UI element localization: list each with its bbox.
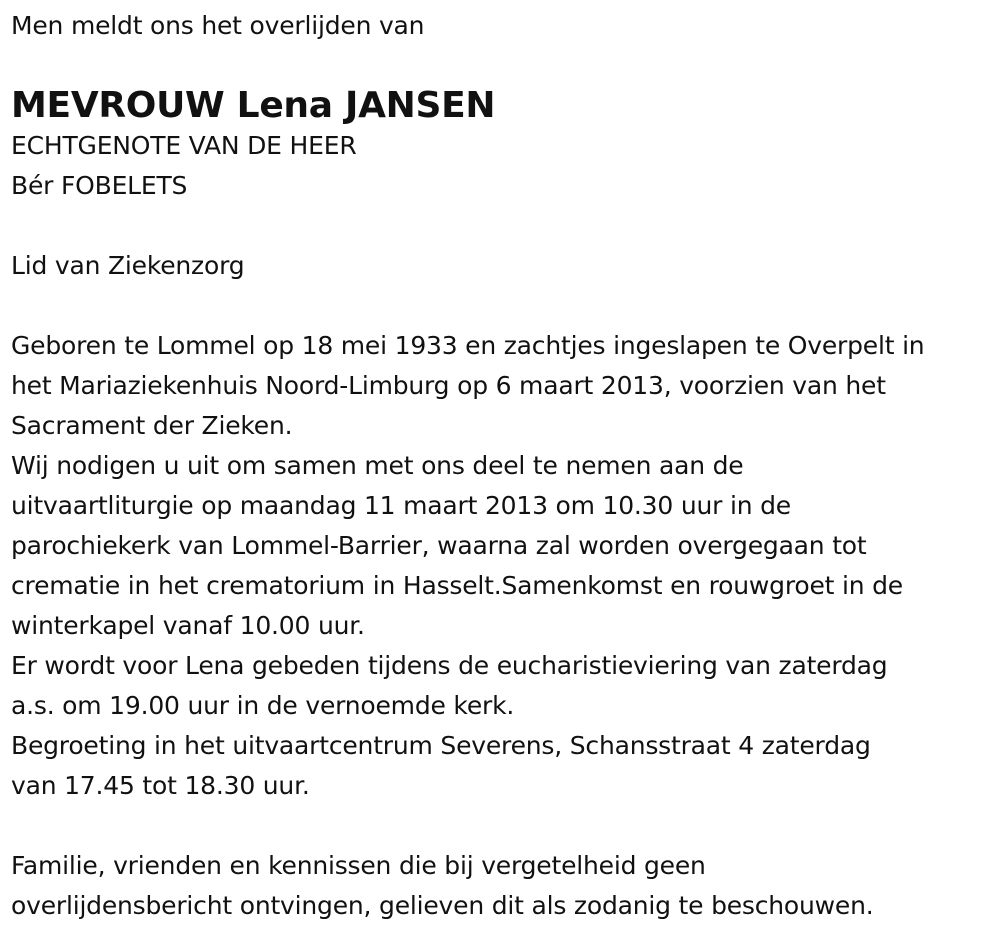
membership-text: Lid van Ziekenzorg xyxy=(11,251,245,280)
body-line: crematie in het crematorium in Hasselt.Samenkomst en rouwgroet in de xyxy=(11,571,903,600)
body-line: van 17.45 tot 18.30 uur. xyxy=(11,771,310,800)
closing-text xyxy=(11,846,996,926)
body-line: winterkapel vanaf 10.00 uur. xyxy=(11,611,365,640)
body-line: a.s. om 19.00 uur in de vernoemde kerk. xyxy=(11,691,515,720)
intro-text: Men meldt ons het overlijden van xyxy=(11,11,425,40)
body-line: uitvaartliturgie op maandag 11 maart 2013 om 10.30 uur in de xyxy=(11,491,791,520)
notice-body xyxy=(11,326,996,806)
body-line: Begroeting in het uitvaartcentrum Severens, Schansstraat 4 zaterdag xyxy=(11,731,871,760)
spacer xyxy=(11,206,996,246)
body-line: Er wordt voor Lena gebeden tijdens de eucharistieviering van zaterdag xyxy=(11,651,888,680)
closing-line: overlijdensbericht ontvingen, gelieven dit als zodanig te beschouwen. xyxy=(11,891,874,920)
spacer xyxy=(11,806,996,846)
body-line: Sacrament der Zieken. xyxy=(11,411,293,440)
death-notice xyxy=(11,6,996,926)
body-line: Geboren te Lommel op 18 mei 1933 en zachtjes ingeslapen te Overpelt in xyxy=(11,331,925,360)
closing-line: Familie, vrienden en kennissen die bij vergetelheid geen xyxy=(11,851,706,880)
body-line: parochiekerk van Lommel-Barrier, waarna zal worden overgegaan tot xyxy=(11,531,867,560)
spouse-name: Bér FOBELETS xyxy=(11,171,188,200)
deceased-name: MEVROUW Lena JANSEN xyxy=(11,85,496,126)
body-line: Wij nodigen u uit om samen met ons deel te nemen aan de xyxy=(11,451,744,480)
spacer xyxy=(11,286,996,326)
spouse-title: ECHTGENOTE VAN DE HEER xyxy=(11,131,357,160)
body-line: het Mariaziekenhuis Noord-Limburg op 6 maart 2013, voorzien van het xyxy=(11,371,886,400)
